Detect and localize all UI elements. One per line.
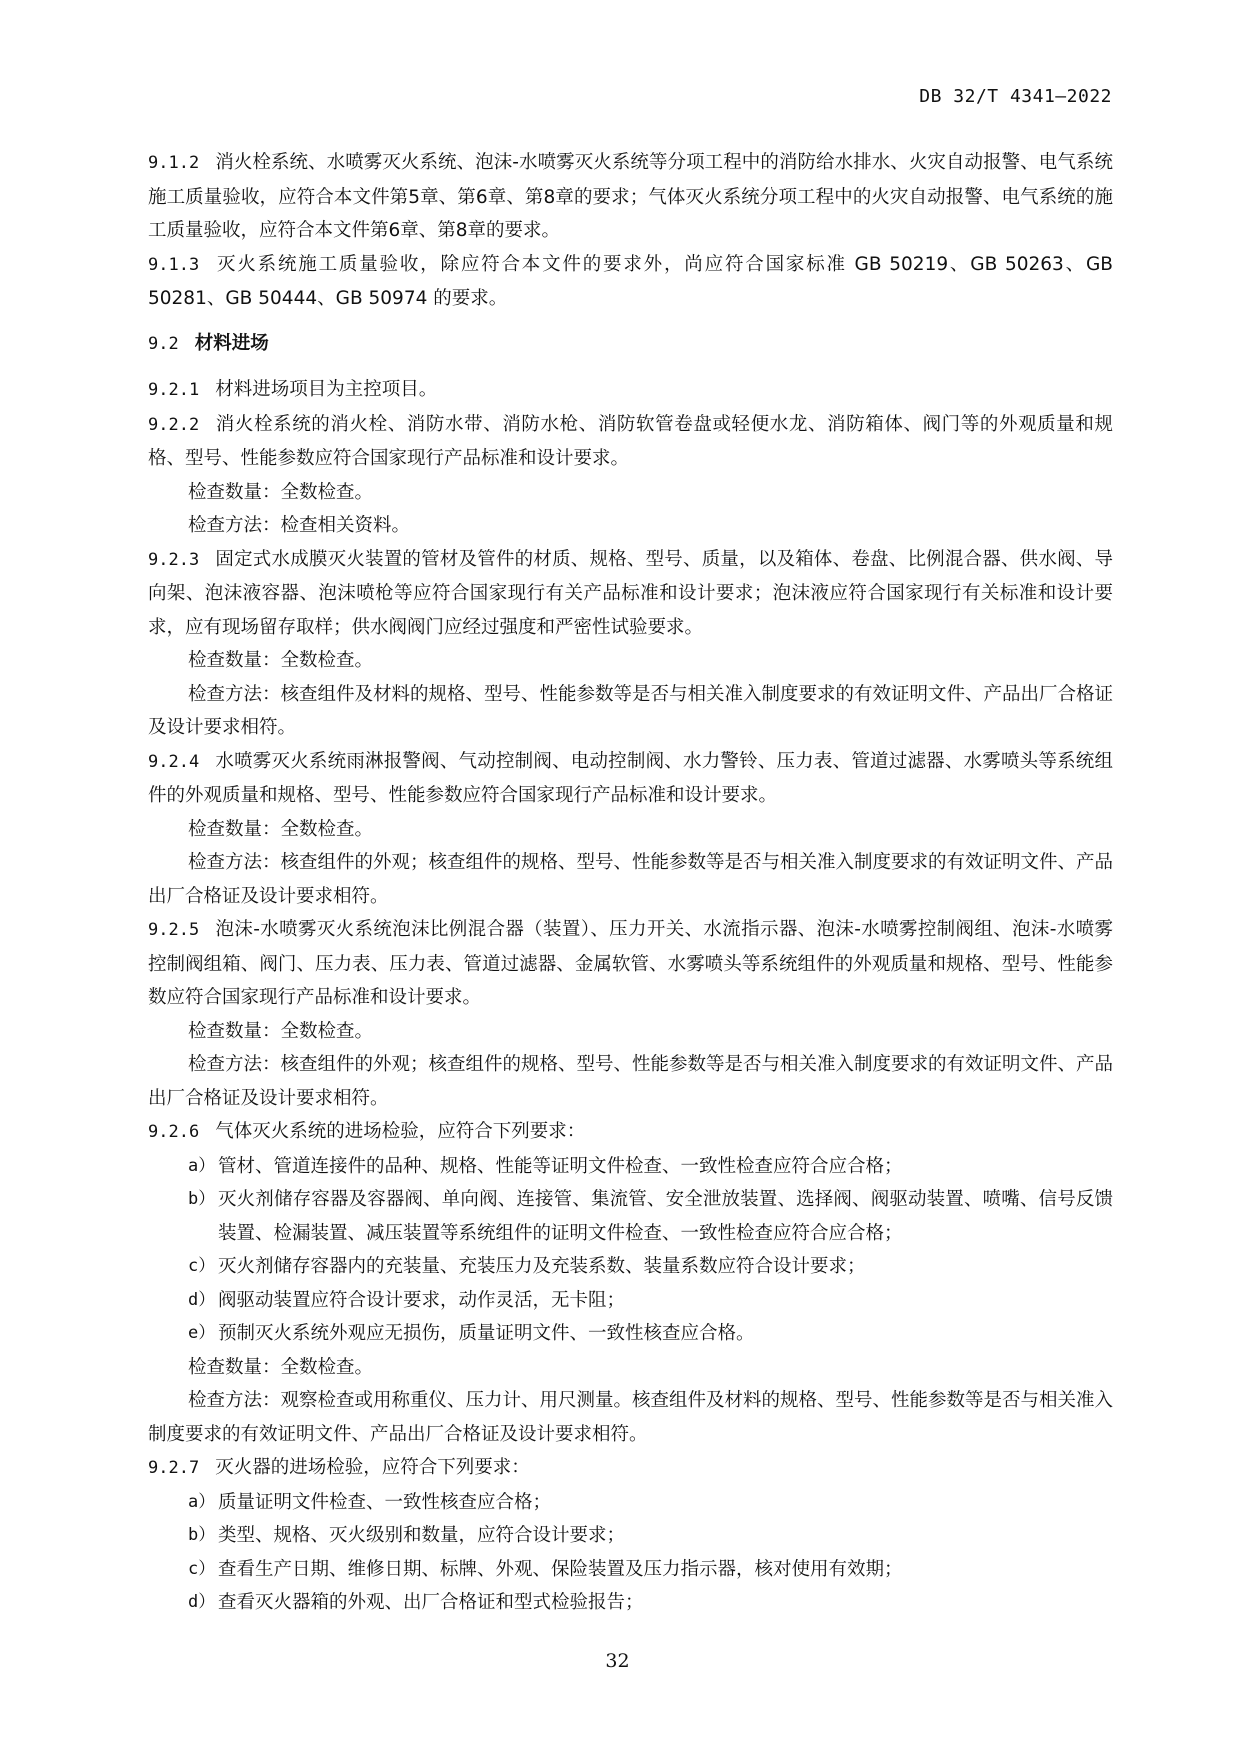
clause-text: 消火栓系统、水喷雾灭火系统、泡沫-水喷雾灭火系统等分项工程中的消防给水排水、火灾自动报警、电气系统施工质量验收，应符合本文件第5章、第6章、第8章的要求；气体灭火系统分项工程中的火灾自动报警、电气系统的施工质量验收，应符合本文件第6章、第8章的要求。 bbox=[148, 152, 1113, 241]
list-item bbox=[148, 1317, 1113, 1351]
inspection-quantity: 检查数量：全数检查。 bbox=[188, 481, 374, 503]
clause-text: 材料进场项目为主控项目。 bbox=[215, 379, 438, 400]
document-body bbox=[148, 146, 1113, 1620]
clause-text: 气体灭火系统的进场检验，应符合下列要求： bbox=[215, 1121, 586, 1142]
inspection-method: 检查方法：观察检查或用称重仪、压力计、用尺测量。核查组件及材料的规格、型号、性能参数等是否与相关准入制度要求的有效证明文件、产品出厂合格证及设计要求相符。 bbox=[148, 1390, 1114, 1445]
clause-9-2-7 bbox=[148, 1451, 1113, 1486]
list-marker: d） bbox=[188, 1289, 216, 1310]
list-item bbox=[148, 1284, 1113, 1318]
list-marker: c） bbox=[188, 1558, 216, 1579]
section-heading-9-2 bbox=[148, 327, 1113, 362]
clause-text: 消火栓系统的消火栓、消防水带、消防水枪、消防软管卷盘或轻便水龙、消防箱体、阀门等的外观质量和规格、型号、性能参数应符合国家现行产品标准和设计要求。 bbox=[148, 413, 1113, 469]
section-number: 9.2 bbox=[148, 333, 179, 354]
clause-number: 9.2.4 bbox=[148, 751, 200, 772]
clause-number: 9.1.3 bbox=[148, 254, 200, 275]
list-item-text: 类型、规格、灭火级别和数量，应符合设计要求； bbox=[218, 1525, 626, 1546]
list-item bbox=[148, 1586, 1113, 1620]
page-number: 32 bbox=[605, 1650, 630, 1672]
list-item-text: 预制灭火系统外观应无损伤，质量证明文件、一致性核查应合格。 bbox=[218, 1323, 755, 1344]
list-marker: b） bbox=[188, 1189, 216, 1209]
list-item-text: 管材、管道连接件的品种、规格、性能等证明文件检查、一致性检查应符合应合格； bbox=[218, 1155, 903, 1177]
inspection-quantity: 检查数量：全数检查。 bbox=[188, 1020, 374, 1042]
list-item-text: 灭火剂储存容器内的充装量、充装压力及充装系数、装量系数应符合设计要求； bbox=[218, 1256, 866, 1277]
clause-text: 水喷雾灭火系统雨淋报警阀、气动控制阀、电动控制阀、水力警铃、压力表、管道过滤器、水雾喷头等系统组件的外观质量和规格、型号、性能参数应符合国家现行产品标准和设计要求。 bbox=[148, 750, 1113, 806]
list-item-text: 质量证明文件检查、一致性核查应合格； bbox=[218, 1491, 552, 1513]
list-marker: d） bbox=[188, 1592, 216, 1612]
list-item bbox=[148, 1486, 1113, 1520]
list-marker: a） bbox=[188, 1491, 216, 1512]
document-code: DB 32/T 4341—2022 bbox=[919, 86, 1112, 107]
list-item-text: 查看灭火器箱的外观、出厂合格证和型式检验报告； bbox=[218, 1592, 644, 1613]
section-title: 材料进场 bbox=[194, 332, 269, 354]
clause-text: 灭火器的进场检验，应符合下列要求： bbox=[215, 1457, 530, 1478]
list-marker: e） bbox=[188, 1323, 216, 1343]
clause-number: 9.2.5 bbox=[148, 920, 200, 940]
list-marker: a） bbox=[188, 1155, 216, 1176]
list-item-text: 查看生产日期、维修日期、标牌、外观、保险装置及压力指示器，核对使用有效期； bbox=[218, 1558, 903, 1580]
clause-number: 9.2.7 bbox=[148, 1458, 200, 1478]
list-item-text: 灭火剂储存容器及容器阀、单向阀、连接管、集流管、安全泄放装置、选择阀、阀驱动装置、喷嘴、信号反馈装置、检漏装置、减压装置等系统组件的证明文件检查、一致性检查应符合应合格； bbox=[218, 1189, 1113, 1244]
inspection-method: 检查方法：核查组件的外观；核查组件的规格、型号、性能参数等是否与相关准入制度要求的有效证明文件、产品出厂合格证及设计要求相符。 bbox=[148, 852, 1114, 907]
inspection-quantity: 检查数量：全数检查。 bbox=[188, 818, 374, 840]
list-item bbox=[148, 1183, 1113, 1250]
list-item bbox=[148, 1150, 1113, 1184]
inspection-method: 检查方法：核查组件及材料的规格、型号、性能参数等是否与相关准入制度要求的有效证明文件、产品出厂合格证及设计要求相符。 bbox=[148, 683, 1114, 738]
clause-9-1-3 bbox=[148, 248, 1113, 316]
clause-9-2-1 bbox=[148, 373, 1113, 408]
inspection-method: 检查方法：检查相关资料。 bbox=[188, 515, 411, 536]
clause-9-2-4 bbox=[148, 745, 1113, 813]
clause-number: 9.1.2 bbox=[148, 153, 200, 173]
inspection-quantity: 检查数量：全数检查。 bbox=[188, 1356, 374, 1378]
clause-number: 9.2.3 bbox=[148, 549, 200, 570]
list-item bbox=[148, 1553, 1113, 1587]
clause-number: 9.2.2 bbox=[148, 414, 200, 435]
list-marker: b） bbox=[188, 1525, 216, 1545]
list-item-text: 阀驱动装置应符合设计要求，动作灵活，无卡阻； bbox=[218, 1289, 626, 1311]
clause-number: 9.2.1 bbox=[148, 380, 200, 400]
inspection-quantity: 检查数量：全数检查。 bbox=[188, 650, 374, 671]
clause-9-2-2 bbox=[148, 408, 1113, 476]
list-item bbox=[148, 1250, 1113, 1284]
clause-number: 9.2.6 bbox=[148, 1122, 200, 1142]
clause-9-2-3 bbox=[148, 543, 1113, 645]
clause-9-2-5 bbox=[148, 913, 1113, 1015]
clause-text: 固定式水成膜灭火装置的管材及管件的材质、规格、型号、质量，以及箱体、卷盘、比例混合器、供水阀、导向架、泡沫液容器、泡沫喷枪等应符合国家现行有关产品标准和设计要求；泡沫液应符合国家现行有关标准和设计要求，应有现场留存取样；供水阀阀门应经过强度和严密性试验要求。 bbox=[148, 548, 1113, 638]
clause-9-1-2 bbox=[148, 146, 1113, 248]
inspection-method: 检查方法：核查组件的外观；核查组件的规格、型号、性能参数等是否与相关准入制度要求的有效证明文件、产品出厂合格证及设计要求相符。 bbox=[148, 1054, 1114, 1109]
clause-text: 泡沫-水喷雾灭火系统泡沫比例混合器（装置）、压力开关、水流指示器、泡沫-水喷雾控制阀组、泡沫-水喷雾控制阀组箱、阀门、压力表、压力表、管道过滤器、金属软管、水雾喷头等系统组件的外观质量和规格、型号、性能参数应符合国家现行产品标准和设计要求。 bbox=[148, 919, 1113, 1008]
list-item bbox=[148, 1519, 1113, 1553]
clause-text: 灭火系统施工质量验收，除应符合本文件的要求外，尚应符合国家标准 GB 50219、GB 50263、GB 50281、GB 50444、GB 50974 的要求。 bbox=[148, 253, 1113, 309]
clause-9-2-6 bbox=[148, 1115, 1113, 1150]
list-marker: c） bbox=[188, 1256, 216, 1276]
